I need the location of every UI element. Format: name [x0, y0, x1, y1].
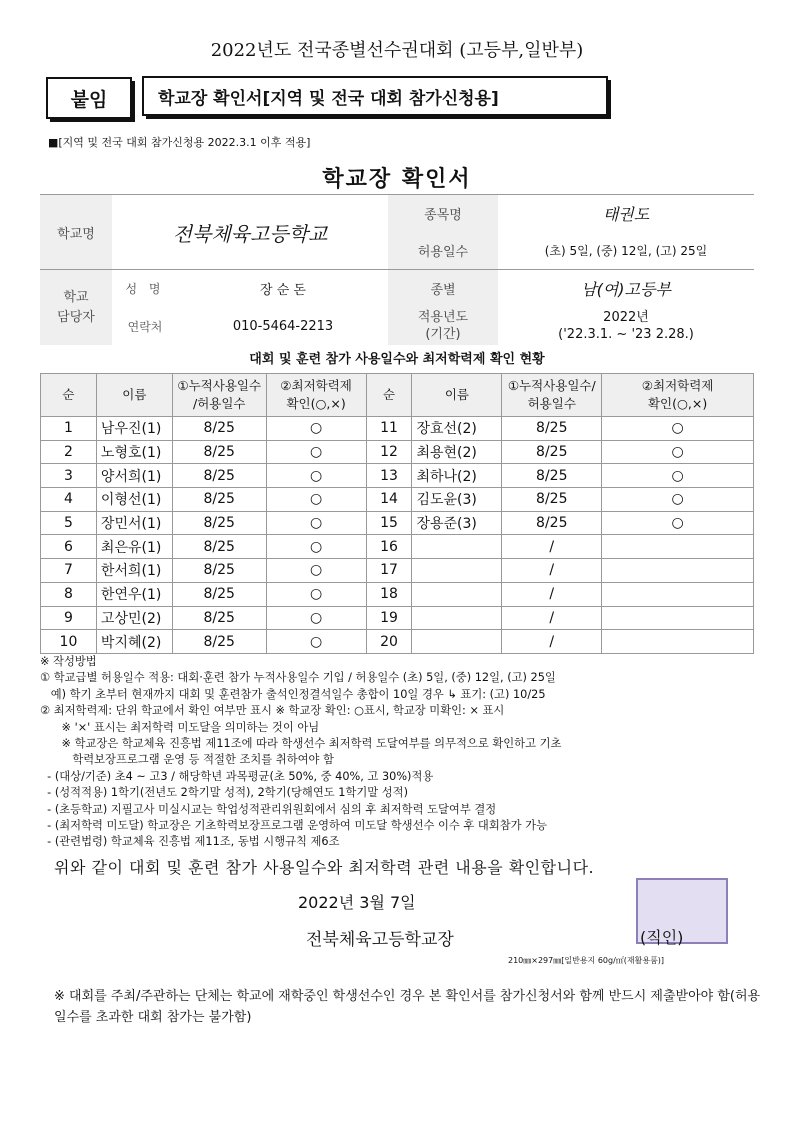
- allowed-days-value: (초) 5일, (중) 12일, (고) 25일: [544, 244, 708, 258]
- cell-no2: 12: [366, 440, 412, 464]
- instruction-line: 예) 학기 초부터 현재까지 대회 및 훈련참가 출석인정결석일수 총합이 10일 경우 ↳ 표기: (고) 10/25: [40, 687, 546, 701]
- status-section-title: 대회 및 훈련 참가 사용일수와 최저학력제 확인 현황: [249, 352, 545, 367]
- cell-days: 8/25: [172, 488, 266, 512]
- cell-days2: 8/25: [502, 488, 602, 512]
- table-row: [41, 464, 754, 488]
- cell-check2: ○: [602, 417, 754, 441]
- table-row: [41, 535, 754, 559]
- event-title: 2022년도 전국종별선수권대회 (고등부,일반부): [210, 40, 584, 61]
- cell-no: 10: [41, 630, 97, 654]
- school-name-label: 학교명: [40, 195, 112, 270]
- allowed-days-label: 허용일수: [388, 232, 498, 270]
- cell-no2: 11: [366, 417, 412, 441]
- col-no-2: 순: [366, 374, 412, 417]
- cell-no2: 14: [366, 488, 412, 512]
- cell-no: 2: [41, 440, 97, 464]
- seal-label: (직인): [640, 928, 684, 947]
- table-row: [41, 582, 754, 606]
- cell-no2: 13: [366, 464, 412, 488]
- cell-name2: 최용현(2): [412, 440, 502, 464]
- cell-no2: 19: [366, 606, 412, 630]
- cell-days2: 8/25: [502, 511, 602, 535]
- col-name-2: 이름: [412, 374, 502, 417]
- name-label: 성 명: [125, 282, 165, 296]
- tag-shadow: [132, 81, 135, 121]
- cell-no2: 15: [366, 511, 412, 535]
- instruction-line: ※ '×' 표시는 최저학력 미도달을 의미하는 것이 아님: [40, 720, 320, 734]
- cell-name: 장민서(1): [96, 511, 172, 535]
- instruction-line: - (관련법령) 학교체육 진흥법 제11조, 동법 시행규칙 제6조: [40, 835, 340, 849]
- school-name-value: 전북체육고등학교: [112, 195, 388, 270]
- cell-no: 6: [41, 535, 97, 559]
- cell-name2: 장효선(2): [412, 417, 502, 441]
- cell-name: 남우진(1): [96, 417, 172, 441]
- main-title: 학교장 확인서: [322, 167, 472, 192]
- cell-no: 3: [41, 464, 97, 488]
- cell-name2: [412, 559, 502, 583]
- instruction-line: - (대상/기준) 초4 ~ 고3 / 해당학년 과목평균(초 50%, 중 40%, 고 30%)적용: [40, 769, 434, 783]
- cell-name2: [412, 630, 502, 654]
- cell-check2: [602, 582, 754, 606]
- status-table: [40, 373, 754, 654]
- cell-days: 8/25: [172, 630, 266, 654]
- table-row: [41, 417, 754, 441]
- cell-check2: ○: [602, 511, 754, 535]
- table-row: [41, 440, 754, 464]
- cell-days2: /: [502, 582, 602, 606]
- writing-instructions: [40, 654, 760, 851]
- cell-days: 8/25: [172, 535, 266, 559]
- confirmation-statement: 위와 같이 대회 및 훈련 참가 사용일수와 최저학력 관련 내용을 확인합니다.: [54, 858, 595, 877]
- col-name: 이름: [96, 374, 172, 417]
- instruction-line: ① 학교급별 허용일수 적용: 대회·훈련 참가 누적사용일수 기입 / 허용일수 (초) 5일, (중) 12일, (고) 25일: [40, 671, 556, 685]
- cell-no2: 17: [366, 559, 412, 583]
- col-check-2: ②최저학력제 확인(○,×): [602, 374, 754, 417]
- table-row: [41, 488, 754, 512]
- cell-no: 7: [41, 559, 97, 583]
- cell-name: 최은유(1): [96, 535, 172, 559]
- cell-days: 8/25: [172, 511, 266, 535]
- contact-label: 연락처: [127, 319, 163, 334]
- cell-name: 고상민(2): [96, 606, 172, 630]
- title-shadow-bottom: [146, 116, 611, 119]
- cell-name2: 최하나(2): [412, 464, 502, 488]
- cell-name2: 장용준(3): [412, 511, 502, 535]
- table-row: [41, 559, 754, 583]
- cell-check2: [602, 535, 754, 559]
- cell-name2: [412, 582, 502, 606]
- division-label: 종별: [388, 270, 498, 308]
- col-days: ①누적사용일수 /허용일수: [172, 374, 266, 417]
- instruction-line: ※ 작성방법: [40, 655, 97, 668]
- cell-name2: [412, 535, 502, 559]
- table-row: [41, 630, 754, 654]
- cell-check: ○: [266, 417, 366, 441]
- cell-check: ○: [266, 440, 366, 464]
- cell-check: ○: [266, 582, 366, 606]
- principal-signature: 전북체육고등학교장: [306, 930, 454, 950]
- year-value: 2022년: [603, 310, 649, 325]
- sport-label: 종목명: [388, 195, 498, 233]
- cell-check2: ○: [602, 464, 754, 488]
- footer-note: ※ 대회를 주최/주관하는 단체는 학교에 재학중인 학생선수인 경우 본 확인서를 참가신청서와 함께 반드시 제출받아야 함(허용일수를 초과한 대회 참가는 불가함): [54, 989, 761, 1025]
- division-value: 남(여)고등부: [498, 270, 754, 308]
- cell-name: 노형호(1): [96, 440, 172, 464]
- cell-days: 8/25: [172, 606, 266, 630]
- cell-no: 5: [41, 511, 97, 535]
- cell-days2: 8/25: [502, 464, 602, 488]
- cell-days2: 8/25: [502, 440, 602, 464]
- cell-check2: ○: [602, 440, 754, 464]
- cell-name: 박지혜(2): [96, 630, 172, 654]
- cell-check2: [602, 630, 754, 654]
- cell-check2: [602, 606, 754, 630]
- cell-days: 8/25: [172, 417, 266, 441]
- cell-check2: ○: [602, 488, 754, 512]
- instruction-line: - (성적적용) 1학기(전년도 2학기말 성적), 2학기(당해연도 1학기말 성적): [40, 786, 409, 800]
- cell-no: 8: [41, 582, 97, 606]
- cell-days: 8/25: [172, 464, 266, 488]
- cell-check: ○: [266, 488, 366, 512]
- instruction-line: 학력보장프로그램 운영 등 적절한 조치를 취하여야 함: [40, 753, 334, 767]
- cell-no2: 20: [366, 630, 412, 654]
- applicability-note: ■[지역 및 전국 대회 참가신청용 2022.3.1 이후 적용]: [48, 136, 311, 149]
- instruction-line: - (초등학교) 지필고사 미실시교는 학업성적관리위원회에서 심의 후 최저학력 도달여부 결정: [40, 802, 497, 816]
- attachment-tag: 붙임: [46, 77, 132, 119]
- cell-check: ○: [266, 559, 366, 583]
- document-title: 학교장 확인서[지역 및 전국 대회 참가신청용]: [142, 76, 608, 116]
- period-value: ('22.3.1. ~ '23 2.28.): [558, 327, 694, 342]
- cell-days2: /: [502, 606, 602, 630]
- cell-no2: 16: [366, 535, 412, 559]
- cell-check: ○: [266, 606, 366, 630]
- col-days-2: ①누적사용일수/ 허용일수: [502, 374, 602, 417]
- col-no: 순: [41, 374, 97, 417]
- tag-shadow-bottom: [50, 119, 135, 122]
- cell-days: 8/25: [172, 559, 266, 583]
- cell-no: 4: [41, 488, 97, 512]
- cell-check: ○: [266, 630, 366, 654]
- cell-days: 8/25: [172, 440, 266, 464]
- table-row: [41, 606, 754, 630]
- cell-days2: 8/25: [502, 417, 602, 441]
- name-value: 장 순 돈: [260, 283, 306, 298]
- contact-value: 010-5464-2213: [232, 318, 334, 334]
- table-row: [41, 511, 754, 535]
- instruction-line: - (최저학력 미도달) 학교장은 기초학력보장프로그램 운영하여 미도달 학생선수 이수 후 대회참가 가능: [40, 819, 548, 833]
- cell-name: 한서희(1): [96, 559, 172, 583]
- cell-name: 한연우(1): [96, 582, 172, 606]
- cell-no2: 18: [366, 582, 412, 606]
- col-check: ②최저학력제 확인(○,×): [266, 374, 366, 417]
- cell-check2: [602, 559, 754, 583]
- cell-days: 8/25: [172, 582, 266, 606]
- cell-no: 9: [41, 606, 97, 630]
- cell-days2: /: [502, 559, 602, 583]
- cell-no: 1: [41, 417, 97, 441]
- sport-value: 태권도: [498, 195, 754, 233]
- cell-check: ○: [266, 535, 366, 559]
- cell-name2: [412, 606, 502, 630]
- cell-name: 양서희(1): [96, 464, 172, 488]
- confirmation-date: 2022년 3월 7일: [298, 893, 416, 912]
- cell-name2: 김도윤(3): [412, 488, 502, 512]
- school-info-table: [40, 194, 754, 345]
- cell-check: ○: [266, 511, 366, 535]
- cell-name: 이형선(1): [96, 488, 172, 512]
- year-label: 적용년도 (기간): [388, 307, 498, 345]
- staff-label: 학교 담당자: [40, 270, 112, 346]
- instruction-line: ※ 학교장은 학교체육 진흥법 제11조에 따라 학생선수 최저학력 도달여부를 의무적으로 확인하고 기초: [40, 737, 562, 751]
- cell-days2: /: [502, 630, 602, 654]
- title-shadow: [608, 80, 611, 119]
- instruction-line: ② 최저학력제: 단위 학교에서 확인 여부만 표시 ※ 학교장 확인: ○표시, 학교장 미확인: × 표시: [40, 704, 505, 718]
- cell-days2: /: [502, 535, 602, 559]
- cell-check: ○: [266, 464, 366, 488]
- paper-spec: 210㎜×297㎜[일반용지 60g/㎡(재활용품)]: [508, 956, 665, 965]
